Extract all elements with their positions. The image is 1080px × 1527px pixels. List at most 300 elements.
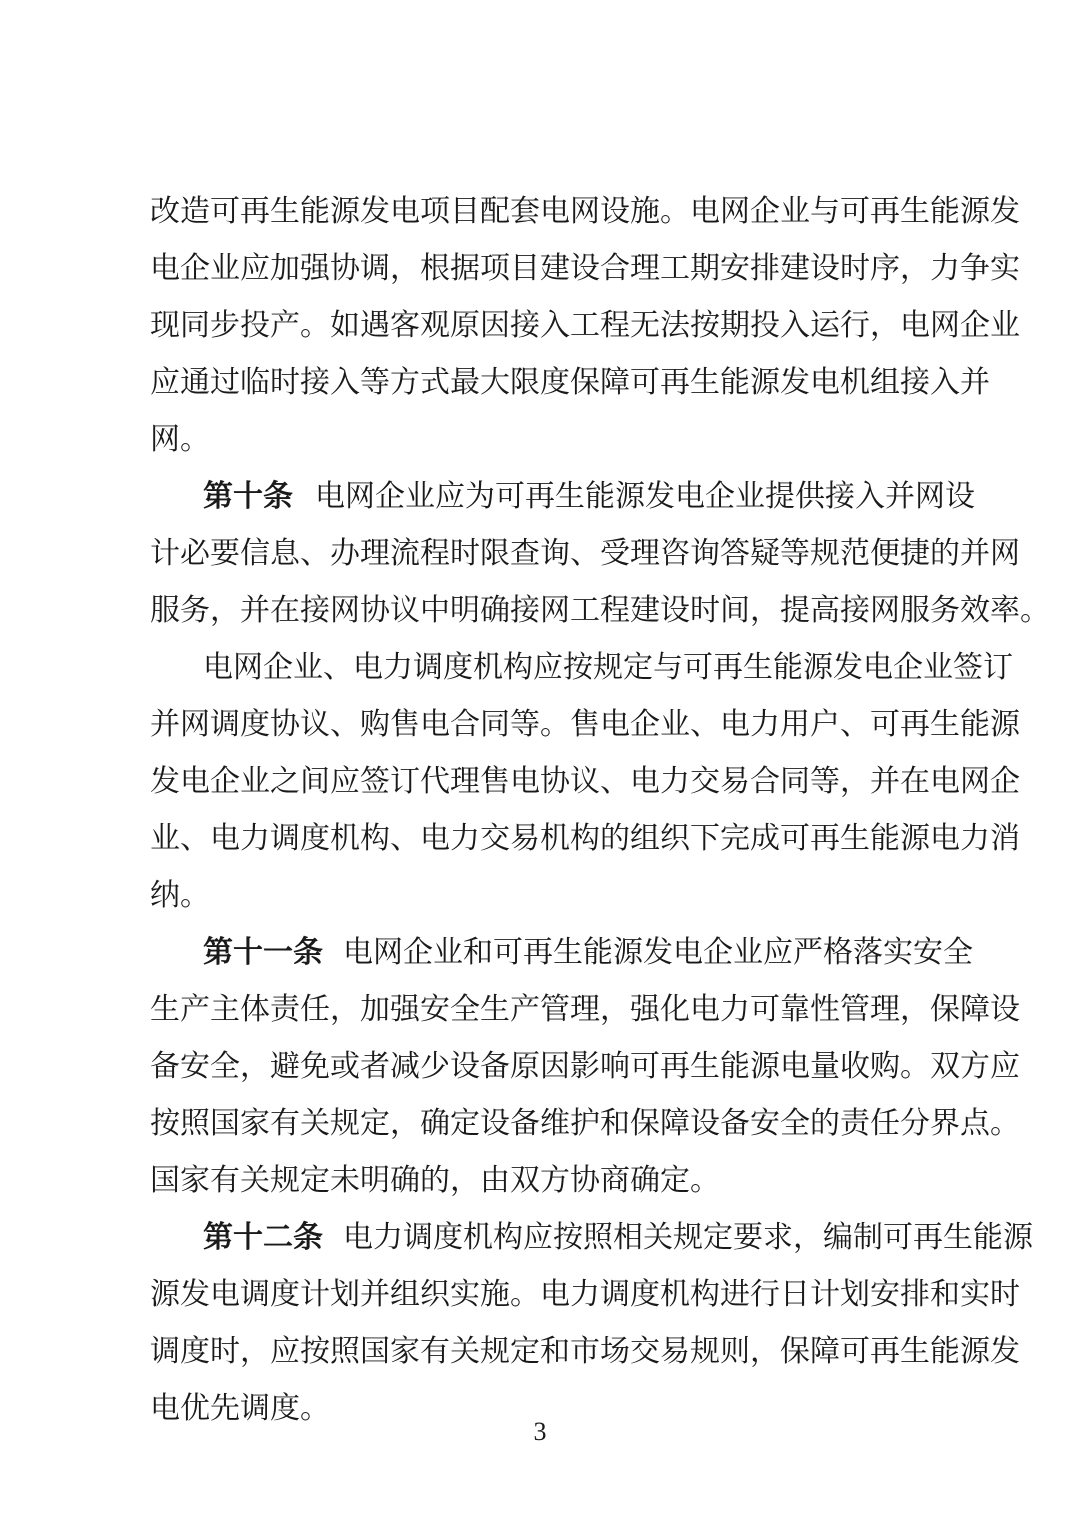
glyph: 组 [390,1277,420,1312]
glyph: 能 [585,479,615,514]
glyph: 规 [810,536,840,571]
text-line [0,192,1080,232]
glyph: 成 [750,821,780,856]
glyph: 性 [810,992,840,1027]
glyph: 协 [330,251,360,286]
glyph: 和 [463,935,493,970]
glyph: 接 [300,593,330,628]
glyph: 应 [330,764,360,799]
glyph: 息 [270,536,300,571]
glyph: 障 [810,1334,840,1369]
glyph: 发 [180,1277,210,1312]
glyph: 电 [600,707,630,742]
glyph: 议 [300,707,330,742]
glyph: 企 [180,251,210,286]
line-text [150,249,1020,289]
glyph: 期 [690,251,720,286]
glyph: 机 [540,821,570,856]
glyph: 电 [690,194,720,229]
glyph: ， [600,992,630,1027]
glyph: 合 [600,251,630,286]
glyph: 度 [433,1220,463,1255]
glyph: 计 [300,1277,330,1312]
glyph: 发 [360,194,390,229]
glyph: 编 [823,1220,853,1255]
glyph: 制 [853,1220,883,1255]
glyph: 发 [643,935,673,970]
glyph: ， [750,1334,780,1369]
glyph: 时 [990,1277,1020,1312]
glyph: 。 [990,1106,1020,1141]
glyph: 源 [613,935,643,970]
glyph: 保 [780,1334,810,1369]
glyph: 备 [510,1106,540,1141]
line-text [150,534,1020,574]
glyph: 源 [330,194,360,229]
glyph: 再 [660,1049,690,1084]
glyph: 应 [435,479,465,514]
glyph: 协 [270,707,300,742]
glyph: 效 [960,593,990,628]
glyph: 调 [150,1334,180,1369]
glyph: 电 [630,764,660,799]
glyph: 生 [743,650,773,685]
glyph: 为 [465,479,495,514]
glyph: 分 [900,1106,930,1141]
glyph: 同 [480,707,510,742]
glyph: 理 [450,764,480,799]
glyph: 生 [150,992,180,1027]
glyph: 度 [240,707,270,742]
glyph: 能 [870,821,900,856]
glyph: 生 [690,1049,720,1084]
glyph: 业 [780,194,810,229]
glyph: 求 [763,1220,793,1255]
glyph: 配 [480,194,510,229]
glyph: ， [330,992,360,1027]
glyph: 。 [300,308,330,343]
glyph: 网 [990,536,1020,571]
glyph: 构 [690,1277,720,1312]
glyph: 原 [510,1049,540,1084]
glyph: 安 [750,1106,780,1141]
glyph: 据 [450,251,480,286]
glyph: 电 [180,764,210,799]
line-text [150,990,1020,1030]
glyph: 相 [613,1220,643,1255]
glyph: 家 [240,1106,270,1141]
glyph: 高 [810,593,840,628]
glyph: 再 [870,1334,900,1369]
glyph: 入 [540,308,570,343]
glyph: 应 [150,365,180,400]
glyph: 调 [600,1277,630,1312]
glyph: 设 [480,1106,510,1141]
glyph: 双 [930,1049,960,1084]
glyph: 机 [330,821,360,856]
glyph: 售 [570,707,600,742]
text-line [0,933,1080,973]
glyph: 障 [600,365,630,400]
glyph: 限 [510,365,540,400]
glyph: 提 [780,593,810,628]
glyph: 力 [960,821,990,856]
glyph: 并 [150,707,180,742]
glyph: 源 [803,650,833,685]
glyph: 观 [420,308,450,343]
glyph: 定 [510,1334,540,1369]
glyph: 电 [343,935,373,970]
glyph: 因 [540,1049,570,1084]
glyph: 照 [180,1106,210,1141]
glyph: 强 [390,992,420,1027]
glyph: 业 [210,251,240,286]
glyph: 度 [540,365,570,400]
glyph: 实 [990,251,1020,286]
glyph: 率 [990,593,1020,628]
glyph: 并 [885,479,915,514]
glyph: 进 [720,1277,750,1312]
glyph: 法 [660,308,690,343]
glyph: ， [900,992,930,1027]
glyph: 业 [150,821,180,856]
glyph: 应 [990,1049,1020,1084]
glyph: 争 [960,251,990,286]
glyph: 企 [893,650,923,685]
text-line [0,990,1080,1030]
glyph: 主 [210,992,240,1027]
glyph: 设 [945,479,975,514]
glyph: 力 [720,992,750,1027]
glyph: 入 [930,365,960,400]
glyph: 方 [960,1049,990,1084]
glyph: 交 [630,1334,660,1369]
glyph: 发 [645,479,675,514]
glyph: 源 [900,821,930,856]
glyph: 可 [883,1220,913,1255]
glyph: 安 [180,1049,210,1084]
glyph: 生 [480,992,510,1027]
glyph: 电 [315,479,345,514]
glyph: 企 [210,764,240,799]
article-heading: 第十一条 [203,935,323,970]
glyph: 组 [870,365,900,400]
glyph: 度 [300,821,330,856]
glyph: 国 [210,1106,240,1141]
glyph: 设 [990,992,1020,1027]
glyph: 电 [673,935,703,970]
glyph: 企 [375,479,405,514]
glyph: 易 [720,764,750,799]
glyph: 加 [270,251,300,286]
glyph: 管 [840,992,870,1027]
line-text: 网。 [150,422,210,457]
glyph: 按 [690,308,720,343]
glyph: 便 [870,536,900,571]
glyph: 备 [150,1049,180,1084]
glyph: 购 [870,1049,900,1084]
glyph: 投 [240,308,270,343]
glyph: 和 [600,1106,630,1141]
glyph: 。 [1020,593,1050,628]
glyph: 能 [930,194,960,229]
glyph: 完 [720,821,750,856]
glyph: 业 [293,650,323,685]
glyph: 入 [780,308,810,343]
glyph: 度 [270,1277,300,1312]
glyph: 强 [300,251,330,286]
glyph: 再 [713,650,743,685]
glyph: 力 [373,1220,403,1255]
glyph: 可 [210,194,240,229]
glyph: 国 [360,1334,390,1369]
glyph: 规 [673,1220,703,1255]
glyph: 同 [780,764,810,799]
glyph: 建 [780,251,810,286]
glyph: 能 [960,707,990,742]
text-line [0,1218,1080,1258]
glyph: 、 [840,707,870,742]
glyph: 可 [750,992,780,1027]
glyph: 保 [570,365,600,400]
glyph: 订 [983,650,1013,685]
glyph: 调 [413,650,443,685]
glyph: 目 [510,251,540,286]
glyph: 工 [570,593,600,628]
glyph: 设 [450,1049,480,1084]
glyph: 能 [930,1334,960,1369]
glyph: 电 [675,479,705,514]
glyph: 织 [420,1277,450,1312]
glyph: 议 [390,593,420,628]
glyph: ， [240,1049,270,1084]
glyph: 生 [553,935,583,970]
glyph: 。 [510,1277,540,1312]
glyph: 遇 [360,308,390,343]
glyph: 电 [353,650,383,685]
glyph: 生 [943,1220,973,1255]
glyph: 原 [450,308,480,343]
glyph: 并 [960,536,990,571]
glyph: 关 [643,1220,673,1255]
glyph: 入 [855,479,885,514]
glyph: 按 [563,650,593,685]
glyph: 步 [210,308,240,343]
glyph: 应 [240,251,270,286]
glyph: 售 [480,764,510,799]
glyph: 少 [420,1049,450,1084]
glyph: 在 [270,593,300,628]
glyph: 网 [930,308,960,343]
glyph: 业 [433,935,463,970]
glyph: 保 [930,992,960,1027]
glyph: 再 [660,365,690,400]
glyph: 场 [600,1334,630,1369]
line-text: 电优先调度。 [150,1391,330,1426]
glyph: 可 [630,1049,660,1084]
glyph: 力 [660,764,690,799]
glyph: 程 [600,308,630,343]
glyph: 加 [360,992,390,1027]
glyph: 消 [990,821,1020,856]
glyph: 电 [210,821,240,856]
glyph: 运 [810,308,840,343]
glyph: 无 [630,308,660,343]
glyph: 能 [720,1049,750,1084]
glyph: 电 [720,707,750,742]
glyph: 和 [930,1277,960,1312]
glyph: 严 [793,935,823,970]
glyph: 生 [900,1334,930,1369]
glyph: 减 [390,1049,420,1084]
glyph: 企 [750,194,780,229]
glyph: 套 [510,194,540,229]
glyph: 可 [840,194,870,229]
glyph: 照 [330,1334,360,1369]
glyph: 责 [270,992,300,1027]
glyph: 与 [653,650,683,685]
glyph: 等 [510,707,540,742]
text-line [0,363,1080,403]
glyph: 电 [203,650,233,685]
glyph: 责 [840,1106,870,1141]
glyph: 议 [570,764,600,799]
glyph: 、 [323,650,353,685]
glyph: 理 [630,536,660,571]
glyph: 体 [240,992,270,1027]
glyph: 。 [660,194,690,229]
glyph: 网 [570,194,600,229]
glyph: 应 [533,650,563,685]
text-line [0,876,1080,916]
glyph: 确 [420,1106,450,1141]
glyph: 电 [540,1277,570,1312]
glyph: 售 [390,707,420,742]
glyph: 再 [913,1220,943,1255]
glyph: 规 [690,1334,720,1369]
line-text [315,477,975,517]
glyph: 电 [510,764,540,799]
glyph: 力 [570,1277,600,1312]
glyph: 调 [270,821,300,856]
glyph: 机 [473,650,503,685]
glyph: 电 [690,992,720,1027]
glyph: 协 [540,764,570,799]
glyph: 源 [990,707,1020,742]
glyph: 能 [583,935,613,970]
glyph: 现 [150,308,180,343]
glyph: 、 [600,764,630,799]
article-heading: 第十二条 [203,1220,323,1255]
glyph: 信 [240,536,270,571]
glyph: 企 [960,308,990,343]
glyph: 力 [750,707,780,742]
glyph: 根 [420,251,450,286]
glyph: 发 [780,365,810,400]
glyph: 备 [720,1106,750,1141]
glyph: 能 [773,650,803,685]
text-line [0,819,1080,859]
glyph: 度 [180,1334,210,1369]
glyph: 计 [150,536,180,571]
glyph: 按 [553,1220,583,1255]
glyph: 网 [915,479,945,514]
glyph: 供 [795,479,825,514]
glyph: 接 [825,479,855,514]
glyph: 可 [870,707,900,742]
glyph: 用 [780,707,810,742]
glyph: 电 [810,365,840,400]
glyph: 电 [150,251,180,286]
glyph: 机 [463,1220,493,1255]
glyph: 界 [930,1106,960,1141]
glyph: 的 [810,1106,840,1141]
glyph: 维 [540,1106,570,1141]
glyph: 在 [900,764,930,799]
glyph: 、 [390,821,420,856]
glyph: 同 [180,308,210,343]
glyph: 如 [330,308,360,343]
glyph: 间 [720,593,750,628]
glyph: 家 [390,1334,420,1369]
glyph: 与 [810,194,840,229]
glyph: 接 [840,593,870,628]
glyph: 发 [833,650,863,685]
glyph: ， [390,1106,420,1141]
glyph: 程 [420,536,450,571]
glyph: 照 [583,1220,613,1255]
glyph: 合 [750,764,780,799]
glyph: 有 [270,1106,300,1141]
glyph: 有 [420,1334,450,1369]
glyph: 答 [720,536,750,571]
glyph: 最 [450,365,480,400]
glyph: 易 [510,821,540,856]
glyph: 电 [420,821,450,856]
glyph: 能 [973,1220,1003,1255]
glyph: 签 [953,650,983,685]
glyph: 造 [180,194,210,229]
glyph: 时 [690,593,720,628]
glyph: 式 [420,365,450,400]
text-line [0,1275,1080,1315]
glyph: 。 [540,707,570,742]
glyph: 再 [810,821,840,856]
glyph: 构 [570,821,600,856]
glyph: ， [390,251,420,286]
line-text [150,1332,1020,1372]
glyph: 源 [750,1049,780,1084]
glyph: 、 [330,707,360,742]
glyph: 源 [750,365,780,400]
glyph: 设 [810,251,840,286]
line-text [343,1218,1033,1258]
glyph: 电 [930,764,960,799]
glyph: 免 [300,1049,330,1084]
glyph: 企 [990,764,1020,799]
glyph: 源 [960,1334,990,1369]
glyph: 之 [270,764,300,799]
glyph: 日 [780,1277,810,1312]
text-line [0,1104,1080,1144]
glyph: ， [840,764,870,799]
glyph: 等 [810,764,840,799]
glyph: 力 [240,821,270,856]
glyph: 度 [443,650,473,685]
glyph: 设 [660,593,690,628]
glyph: 临 [240,365,270,400]
text-line [0,1332,1080,1372]
